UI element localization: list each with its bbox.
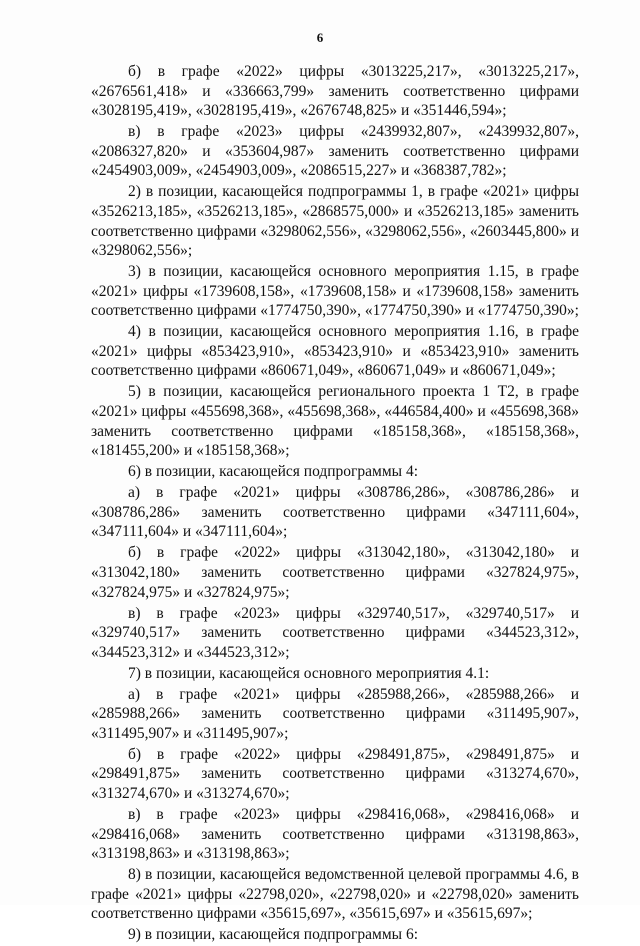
paragraph-7v-2023: в) в графе «2023» цифры «298416,068», «298416,068» и «298416,068» заменить соответственно цифрами «313198,863», «313198,863» и «313198,863»; [91,806,579,863]
paragraph-5-regional-project: 5) в позиции, касающейся регионального проекта 1 Т2, в графе «2021» цифры «455698,368», «455698,368», «446584,400» и «455698,368» заменить соответственно цифрами «185158,368», «185158,368», «181455,200» и «185158,368»; [91,383,579,460]
paragraph-6a-2021: а) в графе «2021» цифры «308786,286», «308786,286» и «308786,286» заменить соответственно цифрами «347111,604», «347111,604» и «347111,604»; [91,484,579,541]
page-number: 6 [316,30,324,45]
paragraph-8-program-4-6: 8) в позиции, касающейся ведомственной целевой программы 4.6, в графе «2021» цифры «22798,020», «22798,020» и «22798,020» заменить соответственно цифрами «35615,697», «35615,697» и «35615,697»; [91,866,579,923]
paragraph-4-measure-1-16: 4) в позиции, касающейся основного мероприятия 1.16, в графе «2021» цифры «853423,910», «853423,910» и «853423,910» заменить соответственно цифрами «860671,049», «860671,049» и «860671,049»; [91,323,579,380]
paragraph-6-subprogram-4: 6) в позиции, касающейся подпрограммы 4: [128,463,419,481]
paragraph-7a-2021: а) в графе «2021» цифры «285988,266», «285988,266» и «285988,266» заменить соответственно цифрами «311495,907», «311495,907» и «311495,907»; [91,685,579,742]
paragraph-1v-2023: в) в графе «2023» цифры «2439932,807», «2439932,807», «2086327,820» и «353604,987» заменить соответственно цифрами «2454903,009», «2454903,009», «2086515,227» и «368387,782»; [91,123,579,180]
paragraph-1b-2022: б) в графе «2022» цифры «3013225,217», «3013225,217», «2676561,418» и «336663,799» заменить соответственно цифрами «3028195,419», «3028195,419», «2676748,825» и «351446,594»; [91,63,579,120]
paragraph-7b-2022: б) в графе «2022» цифры «298491,875», «298491,875» и «298491,875» заменить соответственно цифрами «313274,670», «313274,670» и «313274,670»; [91,745,579,803]
paragraph-6b-2022: б) в графе «2022» цифры «313042,180», «313042,180» и «313042,180» заменить соответственно цифрами «327824,975», «327824,975» и «327824,975»; [91,544,579,601]
paragraph-7-measure-4-1: 7) в позиции, касающейся основного мероприятия 4.1: [128,664,490,682]
document-body [91,62,579,946]
paragraph-9-subprogram-6: 9) в позиции, касающейся подпрограммы 6: [128,926,419,944]
paragraph-2-subprogram-1: 2) в позиции, касающейся подпрограммы 1, в графе «2021» цифры «3526213,185», «3526213,185», «2868575,000» и «3526213,185» заменить соответственно цифрами «3298062,556», «3298062,556», «2603445,800» и «3298062,556»; [91,183,579,260]
paragraph-3-measure-1-15: 3) в позиции, касающейся основного мероприятия 1.15, в графе «2021» цифры «1739608,158», «1739608,158» и «1739608,158» заменить соответственно цифрами «1774750,390», «1774750,390» и «1774750,390»; [91,263,579,320]
paragraph-6v-2023: в) в графе «2023» цифры «329740,517», «329740,517» и «329740,517» заменить соответственно цифрами «344523,312», «344523,312» и «344523,312»; [91,604,579,661]
